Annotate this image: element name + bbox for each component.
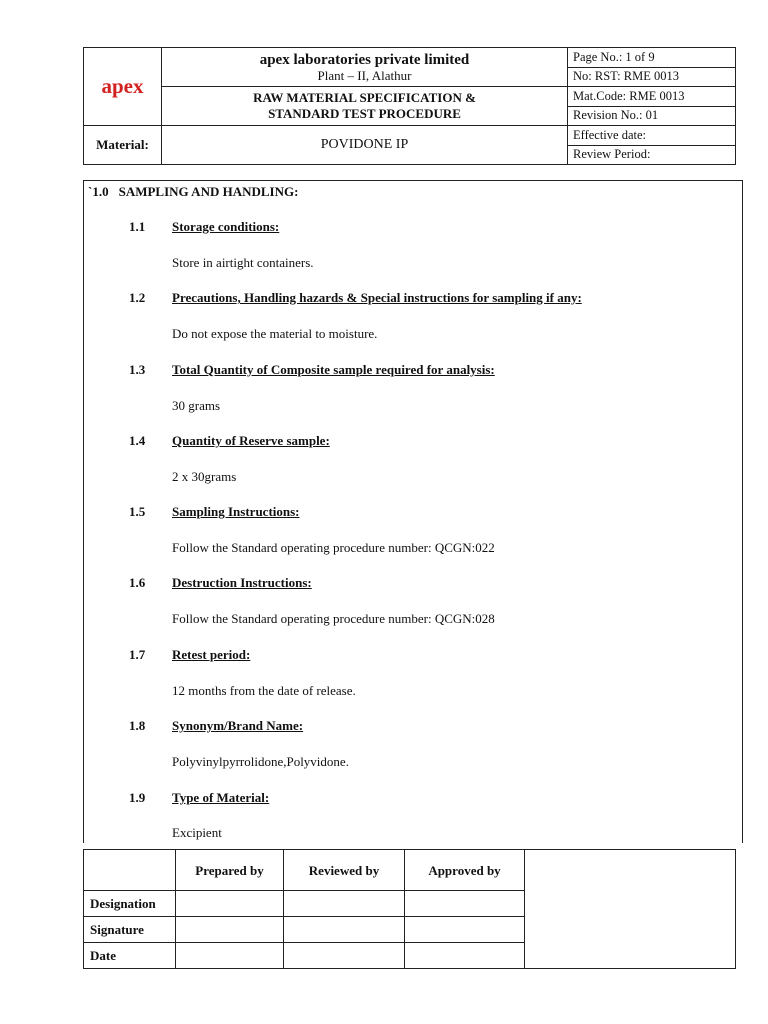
item-text: Do not expose the material to moisture. (172, 326, 378, 341)
company-logo: apex (84, 48, 162, 126)
section-heading (88, 184, 308, 200)
item-number: 1.1 (129, 219, 146, 234)
date-label: Date (84, 943, 176, 969)
spec-title-line2: STANDARD TEST PROCEDURE (268, 106, 461, 121)
item-number: 1.8 (129, 718, 146, 733)
plant-name: Plant – II, Alathur (317, 67, 412, 83)
item-heading: Precautions, Handling hazards & Special instructions for sampling if any: (172, 290, 582, 305)
page-number: Page No.: 1 of 9 (568, 48, 736, 68)
table-cell (284, 891, 405, 917)
item-text: Polyvinylpyrrolidone,Polyvidone. (172, 754, 349, 769)
table-cell (176, 891, 284, 917)
item-heading: Quantity of Reserve sample: (172, 433, 330, 448)
item-text: Excipient (172, 825, 222, 840)
revision-number: Revision No.: 01 (568, 106, 736, 126)
item-number: 1.4 (129, 433, 146, 448)
material-label: Material: (84, 126, 162, 165)
item-text: Follow the Standard operating procedure number: QCGN:022 (172, 540, 495, 555)
item-number: 1.2 (129, 290, 146, 305)
table-cell (405, 891, 525, 917)
signature-label: Signature (84, 917, 176, 943)
item-text: Store in airtight containers. (172, 255, 314, 270)
item-number: 1.5 (129, 504, 146, 519)
reviewed-by-header: Reviewed by (284, 850, 405, 891)
spec-title-line1: RAW MATERIAL SPECIFICATION & (253, 90, 476, 105)
item-heading: Sampling Instructions: (172, 504, 300, 519)
approval-table (83, 849, 735, 968)
item-heading: Retest period: (172, 647, 251, 662)
item-heading: Total Quantity of Composite sample required for analysis: (172, 362, 495, 377)
item-text: 30 grams (172, 398, 221, 413)
table-cell (176, 943, 284, 969)
document-header (83, 47, 735, 165)
table-cell (405, 917, 525, 943)
review-period: Review Period: (568, 145, 736, 165)
effective-date: Effective date: (568, 126, 736, 146)
item-heading: Destruction Instructions: (172, 575, 312, 590)
item-number: 1.9 (129, 790, 146, 805)
document-body (83, 180, 743, 843)
company-name: apex laboratories private limited (259, 51, 470, 68)
item-text: 2 x 30grams (172, 469, 237, 484)
rst-number: No: RST: RME 0013 (568, 67, 736, 87)
item-heading: Synonym/Brand Name: (172, 718, 304, 733)
designation-label: Designation (84, 891, 176, 917)
section-number: `1.0 (88, 184, 109, 199)
item-text: 12 months from the date of release. (172, 683, 356, 698)
item-text: Follow the Standard operating procedure number: QCGN:028 (172, 611, 495, 626)
table-cell (405, 943, 525, 969)
item-heading: Storage conditions: (172, 219, 280, 234)
table-cell (284, 917, 405, 943)
corner-cell (84, 850, 176, 891)
table-cell (176, 917, 284, 943)
item-number: 1.3 (129, 362, 146, 377)
prepared-by-header: Prepared by (176, 850, 284, 891)
section-title: SAMPLING AND HANDLING: (118, 184, 299, 199)
item-number: 1.7 (129, 647, 146, 662)
stamp-area (525, 850, 736, 969)
item-heading: Type of Material: (172, 790, 270, 805)
table-cell (284, 943, 405, 969)
item-number: 1.6 (129, 575, 146, 590)
material-value: POVIDONE IP (162, 126, 568, 165)
approved-by-header: Approved by (405, 850, 525, 891)
material-code: Mat.Code: RME 0013 (568, 87, 736, 107)
